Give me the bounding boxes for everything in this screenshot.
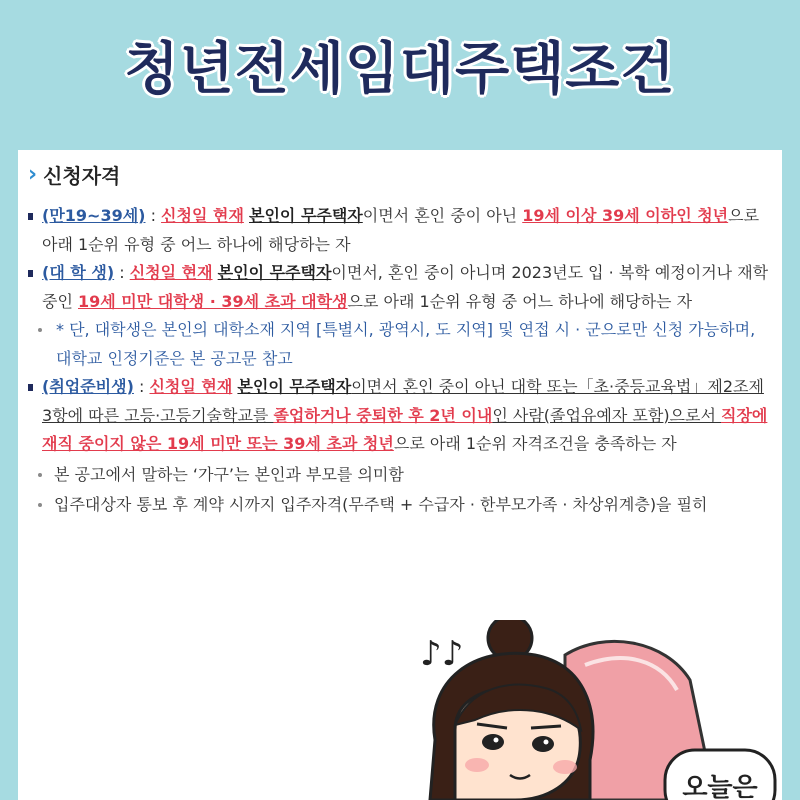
item-text: 이면서 혼인 중이 아닌 대학 또는「초·중등교육법」제2조제3항에 따른 고등·고등기술학교를 [42, 377, 764, 425]
eligibility-content [28, 202, 772, 520]
eligibility-item-student [28, 259, 772, 316]
item-emphasis: 직장에 재직 중이지 않은 19세 미만 또는 39세 초과 청년 [42, 405, 768, 453]
title-banner [0, 0, 800, 130]
dot-bullet-icon [38, 473, 42, 477]
item-separator: : [145, 206, 162, 225]
character-illustration [415, 620, 800, 800]
item-text: 이면서, 혼인 중이 아니며 2023년도 입 · 복학 예정이거나 재학 중인 [42, 263, 769, 311]
student-note [28, 316, 772, 373]
eligibility-item-jobseeker [28, 373, 772, 459]
item-text: 이면서 혼인 중이 아닌 [362, 206, 523, 225]
household-note-text: 본 공고에서 말하는 ‘가구’는 본인과 부모를 의미함 [54, 464, 404, 484]
item-separator: : [133, 377, 150, 396]
item-text: 으로 아래 1순위 유형 중 어느 하나에 해당하는 자 [347, 291, 693, 311]
square-bullet-icon [28, 213, 33, 220]
music-notes-icon: ♪♪ [420, 634, 464, 674]
item-emphasis: 졸업하거나 중퇴한 후 2년 이내 [273, 405, 493, 425]
item-bold: 본인이 무주택자 [237, 377, 352, 396]
student-note-text: * 단, 대학생은 본인의 대학소재 지역 [특별시, 광역시, 도 지역] 및 연접 시 · 군으로만 신청 가능하며, 대학교 인정기준은 본 공고문 참고 [56, 320, 756, 368]
item-emphasis: 19세 미만 대학생 · 39세 초과 대학생 [78, 291, 348, 311]
square-bullet-icon [28, 270, 33, 277]
dot-bullet-icon [38, 328, 42, 332]
household-note [28, 461, 772, 490]
dot-bullet-icon [38, 503, 42, 507]
item-emphasis: 신청일 현재 [161, 206, 244, 225]
eligibility-item-youth [28, 202, 772, 259]
item-separator: : [114, 263, 130, 282]
item-tag: (만19~39세) [42, 206, 146, 225]
right-eye-shape [532, 736, 554, 752]
left-eye-shape [482, 734, 504, 750]
contract-note [28, 491, 772, 520]
item-bold: 본인이 무주택자 [249, 206, 363, 225]
chevron-right-icon: › [28, 161, 38, 187]
item-text: 으로 아래 1순위 유형 중 어느 하나에 해당하는 자 [42, 206, 760, 254]
item-tag: (취업준비생) [42, 377, 134, 396]
section-title: 신청자격 [43, 164, 121, 188]
item-emphasis: 신청일 현재 [149, 377, 233, 396]
page-title: 청년전세임대주택조건 [124, 37, 676, 102]
speech-bubble-text: 오늘은 [682, 773, 758, 800]
item-emphasis: 신청일 현재 [129, 263, 213, 282]
item-emphasis: 19세 이상 39세 이하인 청년 [522, 206, 729, 225]
square-bullet-icon [28, 384, 33, 391]
item-text: 인 사람(졸업유예자 포함)으로서 [492, 405, 722, 425]
item-text: 으로 아래 1순위 자격조건을 충족하는 자 [393, 434, 677, 453]
section-header [28, 160, 120, 189]
item-tag: (대 학 생) [42, 263, 115, 282]
item-bold: 본인이 무주택자 [217, 263, 332, 282]
contract-note-text: 입주대상자 통보 후 계약 시까지 입주자격(무주택 + 수급자 · 한부모가족 · 차상위계층)을 필히 [54, 495, 708, 514]
